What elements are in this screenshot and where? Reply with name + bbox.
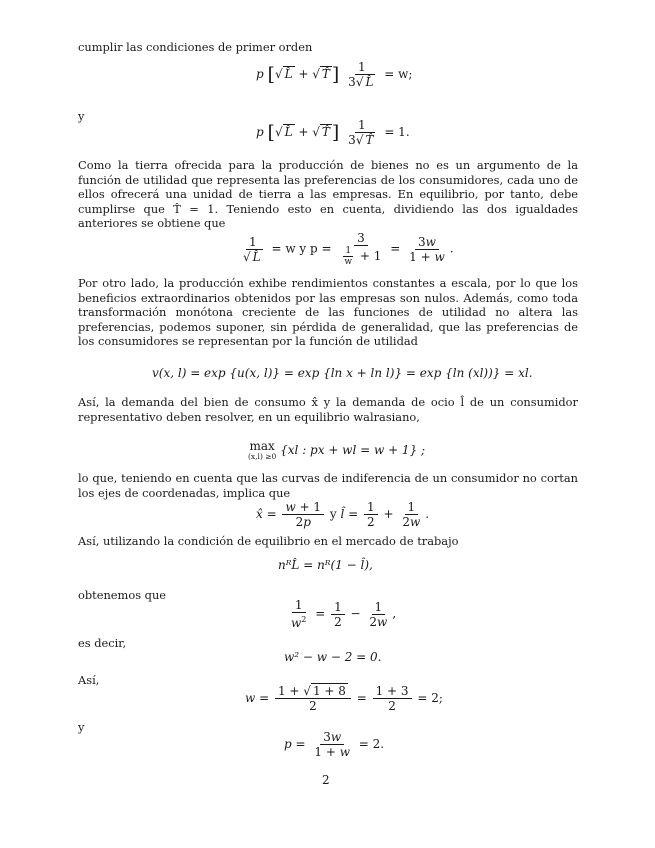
page-number: 2 (322, 773, 330, 787)
paragraph-curvas: lo que, teniendo en cuenta que las curvas de indiferencia de un consumidor no cortan los ejes de coordenadas, implica que (78, 471, 578, 500)
equation-4: v(x, l) = exp {u(x, l)} = exp {ln x + ln l)} = exp {ln (xl))} = xl. (152, 366, 533, 380)
paragraph-tierra: Como la tierra ofrecida para la producción de bienes no es un argumento de la función de utilidad que representa las preferencias de los consumidores, cada uno de ellos ofrecerá una unidad de tierra a las empresas. En equilibrio, por tanto, debe cumplirse que T̂ = 1. Teniendo esto en cuenta, dividiendo las dos igualdades anteriores se obtiene que (78, 158, 578, 230)
paragraph-produccion: Por otro lado, la producción exhibe rendimientos constantes a escala, por lo que los beneficios extraordinarios obtenidos por las empresas son nulos. Además, como toda transformación monótona creciente de las funciones de utilidad no altera las preferencias, podemos suponer, sin pérdida de generalidad, que las preferencias de los consumidores se representan por la función de utilidad (78, 276, 578, 348)
paragraph-condicion: Así, utilizando la condición de equilibrio en el mercado de trabajo (78, 534, 459, 548)
equation-7: nᴿL̂ = nᴿ(1 − l̂), (278, 558, 373, 572)
obtenemos-que: obtenemos que (78, 588, 167, 602)
equation-5: max (x,l) ≥0 {xl : px + wl = w + 1} ; (248, 439, 426, 461)
conjunction-y: y (78, 109, 85, 123)
equation-6: x̂ = $\frac{w + 1}{2p}$ y l̂ = $\frac{1}{2}$ + $\frac{1}{2w}$ . (256, 500, 430, 529)
equation-3: $\frac{1}{√ L̂}$ = w y p = 3 $\frac{1}{w}$ + 1 = $\frac{3w}{1 + w}$ . (243, 231, 454, 267)
equation-2: p [√ L̂ + √ T̂ ] $\frac{1}{3√ T̂}$ = 1. (256, 118, 410, 147)
es-decir: es decir, (78, 636, 127, 650)
equation-9: w² − w − 2 = 0. (284, 650, 382, 664)
conjunction-y-2: y (78, 720, 85, 734)
equation-10: w = $\frac{1 + √ 1 + 8}{2}$ = $\frac{1 + 3}{2}$ = 2; (245, 684, 443, 713)
paragraph-demanda: Así, la demanda del bien de consumo x̂ y la demanda de ocio l̂ de un consumidor representativo deben resolver, en un equilibrio walrasiano, (78, 395, 578, 424)
asi-label: Así, (78, 673, 100, 687)
equation-8: $\frac{1}{w^2}$ = $\frac{1}{2}$ − $\frac{1}{2w}$ , (291, 598, 397, 630)
equation-1: p [√ L̂ + √ T̂ ] $\frac{1}{3√ L̂}$ = w; (256, 60, 413, 89)
equation-11: p = $\frac{3w}{1 + w}$ = 2. (284, 730, 385, 759)
intro-line: cumplir las condiciones de primer orden (78, 40, 313, 54)
